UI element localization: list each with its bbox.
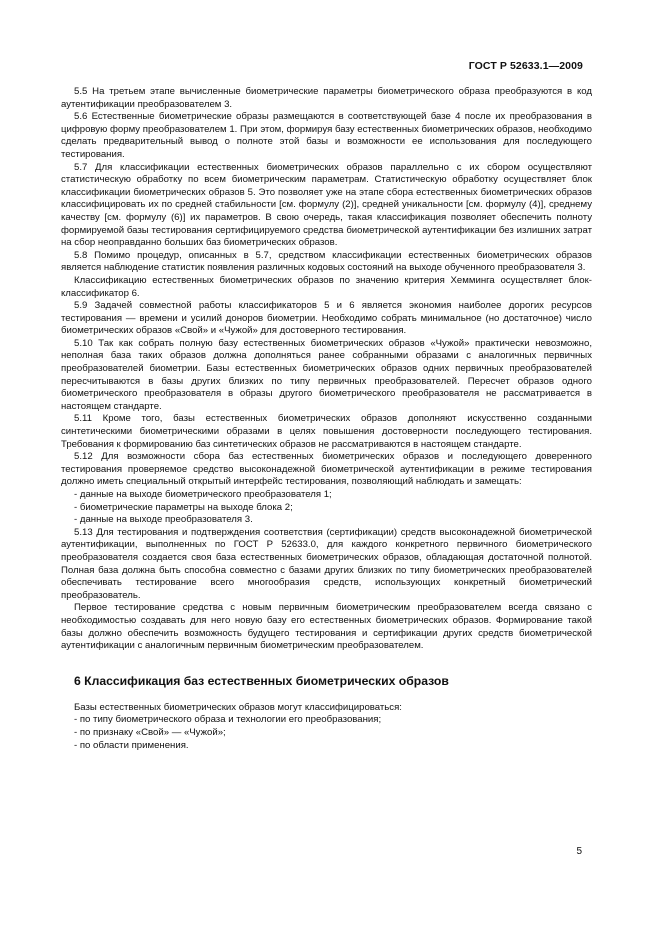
section-6-intro: Базы естественных биометрических образов могут классифицироваться: (74, 701, 402, 713)
paragraph-5-11: 5.11 Кроме того, базы естественных биометрических образов дополняют искусственно созданными синтетическими биометрическими образами в целях повышения достоверности последующего тестирования. Требования к формированию баз синтетических образов не рассматриваются в настоящем стандарте. (61, 413, 592, 450)
paragraph-5-7: 5.7 Для классификации естественных биометрических образов параллельно с их сбором осуществляют статистическую обработку по всем биометрическим параметрам. Статистическую обработку осуществляет блок классификации биометрических образов 5. Это позволяет уже на этапе сбора естественных биометрических образов классифицировать их по средней стабильности [см. формулу (2)], средней уникальности [см. формулу (4)], среднему качеству [см. формулу (6)] их параметров. В свою очередь, такая классификация позволяет обеспечить полноту формируемой базы тестирования сертифицируемого средства биометрической аутентификации без излишних затрат на сбор неоправданно больших баз биометрических образов. (61, 161, 592, 249)
list-item: - биометрические параметры на выходе блока 2; (74, 501, 293, 513)
paragraph-5-5: 5.5 На третьем этапе вычисленные биометрические параметры биометрического образа преобразуются в код аутентификации преобразователем 3. (61, 86, 592, 110)
paragraph-5-13: 5.13 Для тестирования и подтверждения соответствия (сертификации) средств высоконадежной биометрической аутентификации, выполненных по ГОСТ Р 52633.0, для каждого конкретного первичного биометрического преобразователя создается своя база естественных биометрических образов, обладающая достаточной полнотой. Полная база должна быть способна совместно с базами других близких по типу биометрических преобразователей обеспечивать тестирование всего многообразия средств, использующих конкретный биометрический преобразователь. (61, 526, 592, 601)
paragraph-5-12: 5.12 Для возможности сбора баз естественных биометрических образов и последующего доверенного тестирования проверяемое средство высоконадежной биометрической аутентификации в режиме тестирования должно иметь специальный открытый интерфейс тестирования, позволяющий наблюдать и замещать: (61, 451, 592, 488)
list-item: - данные на выходе биометрического преобразователя 1; (74, 489, 332, 500)
paragraph-5-8: 5.8 Помимо процедур, описанных в 5.7, средством классификации естественных биометрических образов является наблюдение статистик появления различных кодовых состояний на выходе обученного преобразователя 3. (61, 249, 592, 274)
paragraph-5-6: 5.6 Естественные биометрические образы размещаются в соответствующей базе 4 после их преобразования в цифровую форму преобразователем 1. При этом, формируя базу естественных биометрических образов, необходимо сделать предварительный вывод о полноте этой базы и возможности ее использования для последующего тестирования. (61, 111, 592, 160)
list-item: - по области применения. (74, 739, 189, 751)
document-id-header: ГОСТ Р 52633.1—2009 (468, 60, 583, 72)
list-item: - по типу биометрического образа и технологии его преобразования; (74, 714, 382, 726)
section-6-title: 6 Классификация баз естественных биометрических образов (74, 673, 449, 688)
list-item: - по признаку «Свой» — «Чужой»; (74, 726, 226, 738)
paragraph-first-testing: Первое тестирование средства с новым первичным биометрическим преобразователем всегда связано с необходимостью создавать для него новую базу его естественных биометрических образов. Формирование такой базы должно обеспечить возможность будущего тестирования и сертификации других средств биометрической аутентификации с аналогичным первичным биометрическим преобразователем. (61, 602, 592, 652)
document-body (61, 86, 592, 752)
paragraph-5-9: 5.9 Задачей совместной работы классификаторов 5 и 6 является экономия наиболее дорогих ресурсов тестирования — времени и усилий доноров биометрии. Необходимо собрать минимальное (но достаточное) число биометрических образов «Свой» и «Чужой» для достоверного тестирования. (61, 300, 592, 337)
list-item: - данные на выходе преобразователя 3. (74, 514, 253, 526)
page-number: 5 (576, 846, 582, 857)
paragraph-5-10: 5.10 Так как собрать полную базу естественных биометрических образов «Чужой» практически невозможно, неполная база таких образов должна дополняться ранее собранными образами с аналогичных первичных преобразователей биометрии. Базы естественных биометрических образов одних первичных преобразователей пересчитываются в базы других близких по типу первичных преобразователей. Пересчет образов одного биометрического преобразователя в образы другого биометрического преобразователя не рассматривается в настоящем стандарте. (61, 337, 592, 412)
paragraph-hamming: Классификацию естественных биометрических образов по значению критерия Хемминга осуществляет блок-классификатор 6. (61, 274, 592, 299)
